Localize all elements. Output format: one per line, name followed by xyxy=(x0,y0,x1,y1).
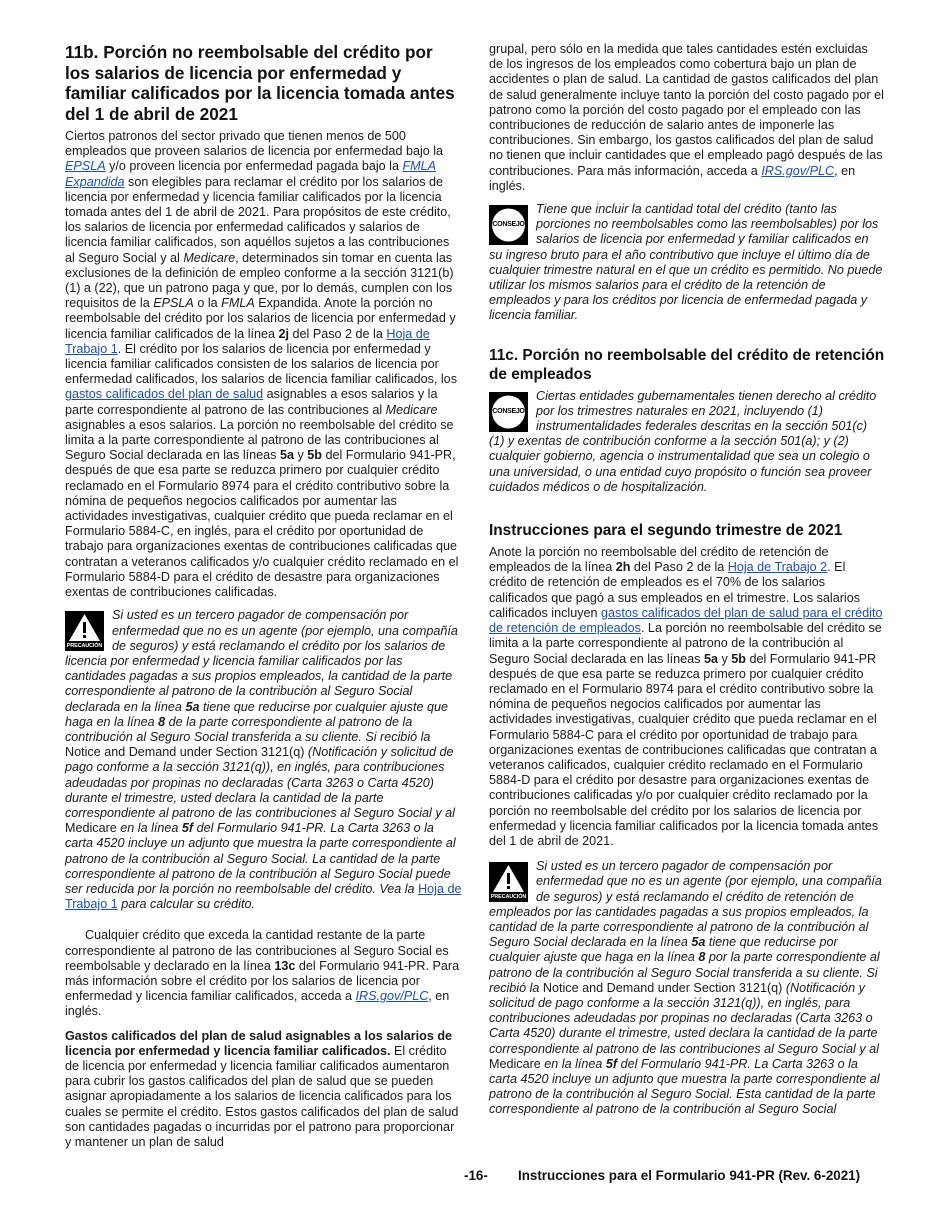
left-column xyxy=(65,42,462,1150)
link-hoja-de-trabajo-1[interactable]: Hoja de Trabajo 1 xyxy=(65,326,430,356)
tip-icon-label: CONSEJO xyxy=(492,221,525,229)
link-hoja-de-trabajo-1-caution[interactable]: Hoja de Trabajo 1 xyxy=(65,881,462,912)
right-column xyxy=(489,42,885,1118)
paragraph-refundable-credit: Cualquier crédito que exceda la cantidad restante de la parte correspondiente al patrono de las contribuciones al Seguro Social es reembolsable y declarado en la línea 13c del Formulario 941-PR. Para más información sobre el crédito por los salarios de licencia por enfermedad y licencia familiar calificados, acceda a IRS.gov/PLC, en inglés. xyxy=(65,928,460,1019)
paragraph-health-plan-continued: grupal, pero sólo en la medida que tales cantidades estén excluidas de los ingresos de los empleados como cobertura bajo un plan de accidentes o plan de salud. La cantidad de gastos calificados del plan de salud generalmente incluye tanto la porción del costo pagado por el patrono como la porción del costo pagado por el empleado con las contribuciones de reducción de salario antes de imponerle las contribuciones. Sin embargo, los gastos calificados del plan de salud no tienen que incluir cantidades que el empleado pagó después de las contribuciones. Para más información, acceda a IRS.gov/PLC, en inglés. xyxy=(489,42,884,193)
link-epsla[interactable]: EPSLA xyxy=(65,159,106,174)
section-heading-second-quarter: Instrucciones para el segundo trimestre de 2021 xyxy=(489,522,843,540)
page-number: -16- xyxy=(464,1168,488,1183)
caution-icon-label: PRECAUCIÓN xyxy=(490,894,527,901)
link-fmla-expandida[interactable]: FMLA Expandida xyxy=(65,159,437,189)
tip-icon xyxy=(489,205,528,245)
page-footer xyxy=(464,1168,889,1183)
caution-icon xyxy=(489,862,528,902)
tip-note-government-entities: CONSEJO Ciertas entidades gubernamentales tienen derecho al crédito por los trimestres naturales en 2021, incluyendo (1) instrumentalidades federales descritas en la sección 501(c) (1) y exentas de contribución conforme a la sección 501(a); y (2) cualquier gobierno, agencia o instrumentalidad que sea un colegio o una universidad, o una entidad cuyo propósito o función sea proveer cuidados médicos o de hospitalización. xyxy=(489,388,877,494)
link-irs-gov-plc-right[interactable]: IRS.gov/PLC xyxy=(761,163,835,178)
paragraph-health-plan-expenses: Gastos calificados del plan de salud asignables a los salarios de licencia por enfermedad y licencia familiar calificados. El crédito de licencia por enfermedad y licencia familiar calificados aumentaron para cubrir los gastos calificados del plan de salud que se pueden asignar apropiadamente a los salarios de licencia calificados para los cuales se permite el crédito. Estos gastos calificados del plan de salud son cantidades pagadas o incurridas por el patrono para proporcionar y mantener un plan de salud xyxy=(65,1028,459,1149)
caution-note-third-party: PRECAUCIÓN Si usted es un tercero pagador de compensación por enfermedad que no es un agente (por ejemplo, una compañía de seguros) y está reclamando el crédito por los salarios de licencia por enfermedad y licencia familiar calificados por las cantidades pagadas a sus propios empleados, la cantidad de la parte correspondiente al patrono de la contribución al Seguro Social declarada en la línea 5a tiene que reducirse por cualquier ajuste que haga en la línea 8 de la parte correspondiente al patrono de la contribución al Seguro Social transferida a su cliente. Si recibió la Notice and Demand under Section 3121(q) (Notificación y solicitud de pago conforme a la sección 3121(q)), en inglés, para contribuciones adeudadas por propinas no declaradas (Carta 3263 o Carta 4520) durante el trimestre, usted declara la cantidad de la parte correspondiente al patrono de las contribuciones al Seguro Social y al Medicare en la línea 5f del Formulario 941-PR. La Carta 3263 o la carta 4520 incluye un adjunto que muestra la parte correspondiente al patrono de la contribución al Seguro Social. La cantidad de la parte correspondiente al patrono de la contribución al Seguro Social puede ser reducida por la porción no reembolsable del crédito. Vea la Hoja de Trabajo 1 para calcular su crédito. xyxy=(65,608,462,912)
caution-icon-label: PRECAUCIÓN xyxy=(66,643,103,650)
link-hoja-de-trabajo-2[interactable]: Hoja de Trabajo 2 xyxy=(727,560,828,575)
warning-triangle-icon xyxy=(489,862,528,895)
tip-note-gross-income: CONSEJO Tiene que incluir la cantidad total del crédito (tanto las porciones no reembolsables como las reembolsables) por los salarios de licencia por enfermedad y familiar calificados en su ingreso bruto para el año contributivo que incluye el último día de cualquier trimestre natural en el que un crédito es permitido. No puede utilizar los mismos salarios para el crédito de la retención de empleados y para los créditos por licencia de enfermedad pagada y licencia familiar. xyxy=(489,202,883,323)
form-title: Instrucciones para el Formulario 941-PR (Rev. 6-2021) xyxy=(518,1168,861,1183)
section-heading-11b: 11b. Porción no reembolsable del crédito por los salarios de licencia por enfermedad y familiar calificados por la licencia tomada antes del 1 de abril de 2021 xyxy=(65,42,455,124)
link-irs-gov-plc[interactable]: IRS.gov/PLC xyxy=(355,989,429,1004)
warning-triangle-icon xyxy=(65,611,104,644)
link-gastos-calificados-retencion[interactable]: gastos calificados del plan de salud para el crédito de retención de empleados xyxy=(489,605,883,636)
tip-icon-label: CONSEJO xyxy=(492,407,525,415)
caution-note-retention-credit: PRECAUCIÓN Si usted es un tercero pagador de compensación por enfermedad que no es un agente (por ejemplo, una compañía de seguros) y está reclamando el crédito de retención de empleados por las cantidades pagadas a sus propios empleados, la cantidad de la parte correspondiente al patrono de la contribución al Seguro Social declarada en la línea 5a tiene que reducirse por cualquier ajuste que haga en la línea 8 por la parte correspondiente al patrono de la contribución al Seguro Social transferida a su cliente. Si recibió la Notice and Demand under Section 3121(q) (Notificación y solicitud de pago conforme a la sección 3121(q)), en inglés, para contribuciones adeudadas por propinas no declaradas (Carta 3263 o Carta 4520) durante el trimestre, usted declara la cantidad de la parte correspondiente al patrono de las contribuciones al Seguro Social y al Medicare en la línea 5f del Formulario 941-PR. La Carta 3263 o la carta 4520 incluye un adjunto que muestra la parte correspondiente al patrono de la contribución al Seguro Social. Esta cantidad de la parte correspondiente al patrono de la contribución al Seguro Social xyxy=(489,859,882,1117)
tip-icon xyxy=(489,392,528,432)
section-heading-11c: 11c. Porción no reembolsable del crédito de retención de empleados xyxy=(489,346,885,383)
link-gastos-calificados-plan-salud[interactable]: gastos calificados del plan de salud xyxy=(65,387,264,402)
caution-icon xyxy=(65,611,104,651)
paragraph-second-quarter: Anote la porción no reembolsable del crédito de retención de empleados de la línea 2h del Paso 2 de la Hoja de Trabajo 2. El crédito de retención de empleados es el 70% de los salarios calificados que pagó a sus empleados en el trimestre. Los salarios calificados incluyen gastos calificados del plan de salud para el crédito de retención de empleados. La porción no reembolsable del crédito se limita a la parte correspondiente al patrono de la contribución al Seguro Social declarada en las líneas 5a y 5b del Formulario 941-PR después de que esa parte se reduzca primero por cualquier crédito reclamado en el Formulario 8974 para el crédito contributivo sobre la nómina de pequeños negocios calificados por aumentar las actividades investigativas, cualquier crédito que pueda reclamar en el Formulario 5884-C para el crédito por oportunidad de trabajo para organizaciones exentas de contribuciones calificadas que contratan a veteranos calificados, cualquier crédito reclamado en el Formulario 5884-D para el crédito por desastre para organizaciones exentas de contribuciones calificadas y/o por cualquier crédito reclamado por la porción no reembolsable del crédito por los salarios de licencia por enfermedad y licencia familiar calificados por la licencia tomada antes del 1 de abril de 2021. xyxy=(489,545,883,848)
paragraph-11b-body: Ciertos patronos del sector privado que tienen menos de 500 empleados que proveen salarios de licencia por enfermedad bajo la EPSLA y/o proveen licencia por enfermedad pagada bajo la FMLA Expandida son elegibles para reclamar el crédito por los salarios de licencia por enfermedad y licencia familiar calificados por la licencia tomada antes del 1 de abril de 2021. Para propósitos de este crédito, los salarios de licencia por enfermedad calificados y salarios de licencia familiar calificados, son aquéllos sujetos a las contribuciones al Seguro Social y al Medicare, determinados sin tomar en cuenta las exclusiones de la definición de empleo conforme a la sección 3121(b)(1) a (22), que un patrono paga y que, por lo demás, cumplen con los requisitos de la EPSLA o la FMLA Expandida. Anote la porción no reembolsable del crédito por los salarios de licencia por enfermedad y licencia familiar calificados de la línea 2j del Paso 2 de la Hoja de Trabajo 1. El crédito por los salarios de licencia por enfermedad y licencia familiar calificados consisten de los salarios de licencia por enfermedad calificados, los salarios de licencia familiar calificados, los gastos calificados del plan de salud asignables a esos salarios y la parte correspondiente al patrono de las contribuciones al Medicare asignables a esos salarios. La porción no reembolsable del crédito se limita a la parte correspondiente al patrono de las contribuciones al Seguro Social declarada en las líneas 5a y 5b del Formulario 941-PR, después de que esa parte se reduzca primero por cualquier crédito reclamado en el Formulario 8974 para el crédito contributivo sobre la nómina de pequeños negocios calificados por aumentar las actividades investigativas, cualquier crédito que pueda reclamar en el Formulario 5884-C, en inglés, para el crédito por oportunidad de trabajo para organizaciones exentas de contribuciones calificadas que contratan a veteranos calificados y/o cualquier crédito reclamado en el Formulario 5884-D para el crédito de desastre para organizaciones exentas de contribuciones calificadas. xyxy=(65,129,459,600)
